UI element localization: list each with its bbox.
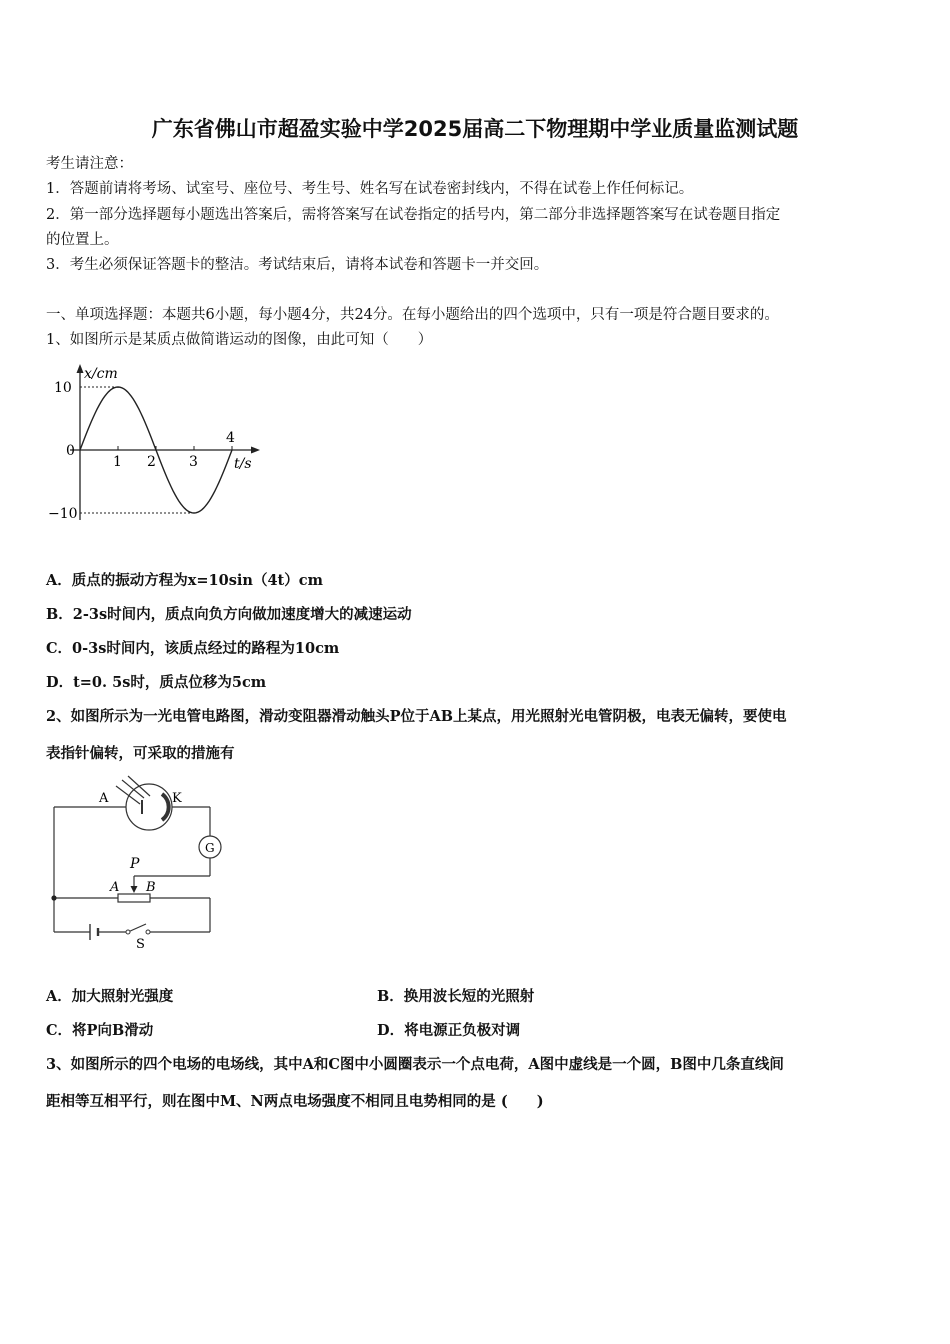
q2-option-d	[377, 1019, 520, 1040]
t-axis-arrow	[251, 447, 260, 454]
exam-title: 广东省佛山市超盈实验中学2025届高二下物理期中学业质量监测试题	[151, 117, 799, 141]
q2-option-c-text: 将P向B滑动	[72, 1022, 154, 1039]
q1-option-a	[46, 569, 323, 590]
q1-option-d	[46, 671, 266, 692]
label-s: S	[136, 937, 145, 952]
x-tick-3: 3	[189, 454, 198, 470]
q1-option-a-text: 质点的振动方程为x=10sin（4t）cm	[71, 572, 323, 589]
label-a-rheostat: A	[110, 880, 120, 895]
section-heading: 一、单项选择题：本题共6小题，每小题4分，共24分。在每小题给出的四个选项中，只有一项是符合题目要求的。	[46, 307, 779, 323]
q1-option-d-label: D．	[46, 674, 74, 691]
switch-blade	[128, 924, 146, 932]
x-tick-1: 1	[113, 454, 122, 470]
x-tick-2: 2	[147, 454, 156, 470]
rheostat-body	[118, 894, 150, 902]
q2-option-d-text: 将电源正负极对调	[404, 1022, 521, 1039]
q2-option-c	[46, 1019, 153, 1040]
q2-option-b-text: 换用波长短的光照射	[403, 988, 535, 1005]
switch-contact-1	[126, 930, 130, 934]
label-a: A	[99, 791, 109, 806]
y-axis-label: x/cm	[84, 366, 118, 382]
q2-option-a-text: 加大照射光强度	[71, 988, 174, 1005]
q1-option-c-text: 0-3s时间内，该质点经过的路程为10cm	[72, 640, 340, 657]
switch-contact-2	[146, 930, 150, 934]
label-b: B	[146, 880, 156, 895]
q1-option-b	[46, 603, 412, 624]
q3-stem-line-2: 距相等互相平行，则在图中M、N两点电场强度不相同且电势相同的是 ( )	[46, 1093, 544, 1110]
q3-stem-line-1: 3、如图所示的四个电场的电场线，其中A和C图中小圆圈表示一个点电荷，A图中虚线是一个圆，B图中几条直线间	[46, 1056, 784, 1073]
q2-option-d-label: D．	[377, 1022, 405, 1039]
cathode-k	[162, 794, 169, 820]
q2-stem-line-2: 表指针偏转，可采取的措施有	[46, 745, 235, 762]
y-tick-neg10: −10	[48, 506, 78, 522]
light-ray-3	[116, 786, 140, 804]
q1-option-c	[46, 637, 339, 658]
q1-option-b-label: B．	[46, 606, 73, 623]
q1-option-a-label: A．	[46, 572, 72, 589]
q1-stem: 1、如图所示是某质点做简谐运动的图像，由此可知（ ）	[46, 332, 433, 348]
q1-option-c-label: C．	[46, 640, 73, 657]
junction-dot	[51, 895, 56, 900]
q2-option-a	[46, 985, 173, 1006]
y-axis-arrow	[77, 364, 84, 373]
y-tick-10: 10	[54, 380, 72, 396]
notice-item-1: 1．答题前请将考场、试室号、座位号、考生号、姓名写在试卷密封线内，不得在试卷上作任何标记。	[46, 181, 694, 197]
label-k: K	[172, 791, 182, 806]
notice-item-2-cont: 的位置上。	[46, 232, 119, 248]
q2-option-b	[377, 985, 534, 1006]
q2-option-c-label: C．	[46, 1022, 73, 1039]
label-g: G	[205, 841, 215, 855]
slider-arrow	[131, 886, 138, 893]
light-ray-1	[122, 780, 144, 798]
q2-option-b-label: B．	[377, 988, 404, 1005]
y-tick-0: 0	[66, 443, 75, 459]
phototube	[126, 784, 172, 830]
q2-stem-line-1: 2、如图所示为一光电管电路图，滑动变阻器滑动触头P位于AB上某点，用光照射光电管阴极，电表无偏转，要使电	[46, 708, 787, 725]
t-axis-label: t/s	[234, 456, 252, 472]
q1-option-d-text: t=0. 5s时，质点位移为5cm	[73, 674, 267, 691]
label-p: P	[130, 856, 140, 872]
x-tick-4: 4	[226, 430, 235, 446]
q2-phototube-circuit	[44, 772, 234, 952]
notice-item-3: 3．考生必须保证答题卡的整洁。考试结束后，请将本试卷和答题卡一并交回。	[46, 257, 549, 273]
notice-heading: 考生请注意：	[46, 156, 133, 172]
q1-option-b-text: 2-3s时间内，质点向负方向做加速度增大的减速运动	[72, 606, 412, 623]
notice-item-2: 2．第一部分选择题每小题选出答案后，需将答案写在试卷指定的括号内，第二部分非选择题答案写在试卷题目指定	[46, 207, 781, 223]
q1-shm-graph	[40, 360, 270, 530]
q2-option-a-label: A．	[46, 988, 72, 1005]
